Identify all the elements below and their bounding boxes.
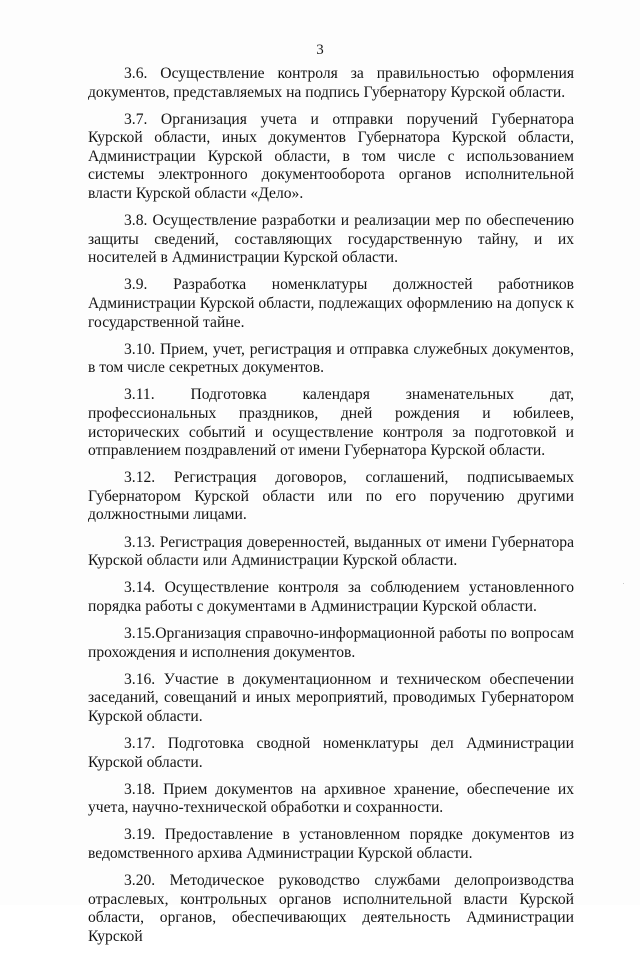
paragraph-3-10: 3.10. Прием, учет, регистрация и отправка служебных документов, в том числе секретных документов. bbox=[88, 340, 574, 377]
paragraph-3-11: 3.11. Подготовка календаря знаменательных дат, профессиональных праздников, дней рождения и юбилеев, исторических событий и осуществление контроля за подготовкой и отправлением поздравлений от имени Губернатора Курской области. bbox=[88, 386, 574, 460]
paragraph-3-12: 3.12. Регистрация договоров, соглашений, подписываемых Губернатором Курской области или по его поручению другими должностными лицами. bbox=[88, 469, 574, 524]
paragraph-3-18: 3.18. Прием документов на архивное хранение, обеспечение их учета, научно-технической обработки и сохранности. bbox=[88, 780, 574, 817]
paragraph-3-16: 3.16. Участие в документационном и техническом обеспечении заседаний, совещаний и иных мероприятий, проводимых Губернатором Курской области. bbox=[88, 670, 574, 725]
paragraph-3-19: 3.19. Предоставление в установленном порядке документов из ведомственного архива Администрации Курской области. bbox=[88, 826, 574, 862]
paragraph-3-20: 3.20. Методическое руководство службами делопроизводства отраслевых, контрольных органов исполнительной власти Курской области, органов, обеспечивающих деятельность Администрации Курской bbox=[88, 871, 574, 945]
paragraph-3-8: 3.8. Осуществление разработки и реализации мер по обеспечению защиты сведений, составляющих государственную тайну, и их носителей в Администрации Курской области. bbox=[88, 212, 574, 267]
scan-speck bbox=[623, 583, 624, 584]
paragraph-3-13: 3.13. Регистрация доверенностей, выданных от имени Губернатора Курской области или Администрации Курской области. bbox=[88, 533, 574, 570]
paragraph-3-17: 3.17. Подготовка сводной номенклатуры дел Администрации Курской области. bbox=[88, 734, 574, 771]
paragraph-3-6: 3.6. Осуществление контроля за правильностью оформления документов, представляемых на подпись Губернатору Курской области. bbox=[88, 65, 574, 101]
paragraph-3-9: 3.9. Разработка номенклатуры должностей работников Администрации Курской области, подлежащих оформлению на допуск к государственной тайне. bbox=[88, 276, 574, 331]
paragraph-3-7: 3.7. Организация учета и отправки поручений Губернатора Курской области, иных документов Губернатора Курской области, Администрации Курской области, в том числе с использованием системы электронного документооборота органов исполнительной власти Курской области «Дело». bbox=[88, 110, 574, 203]
page-number: 3 bbox=[316, 42, 324, 58]
document-body bbox=[88, 65, 574, 955]
paragraph-3-15: 3.15.Организация справочно-информационной работы по вопросам прохождения и исполнения документов. bbox=[88, 624, 574, 661]
paragraph-3-14: 3.14. Осуществление контроля за соблюдением установленного порядка работы с документами в Администрации Курской области. bbox=[88, 579, 574, 615]
